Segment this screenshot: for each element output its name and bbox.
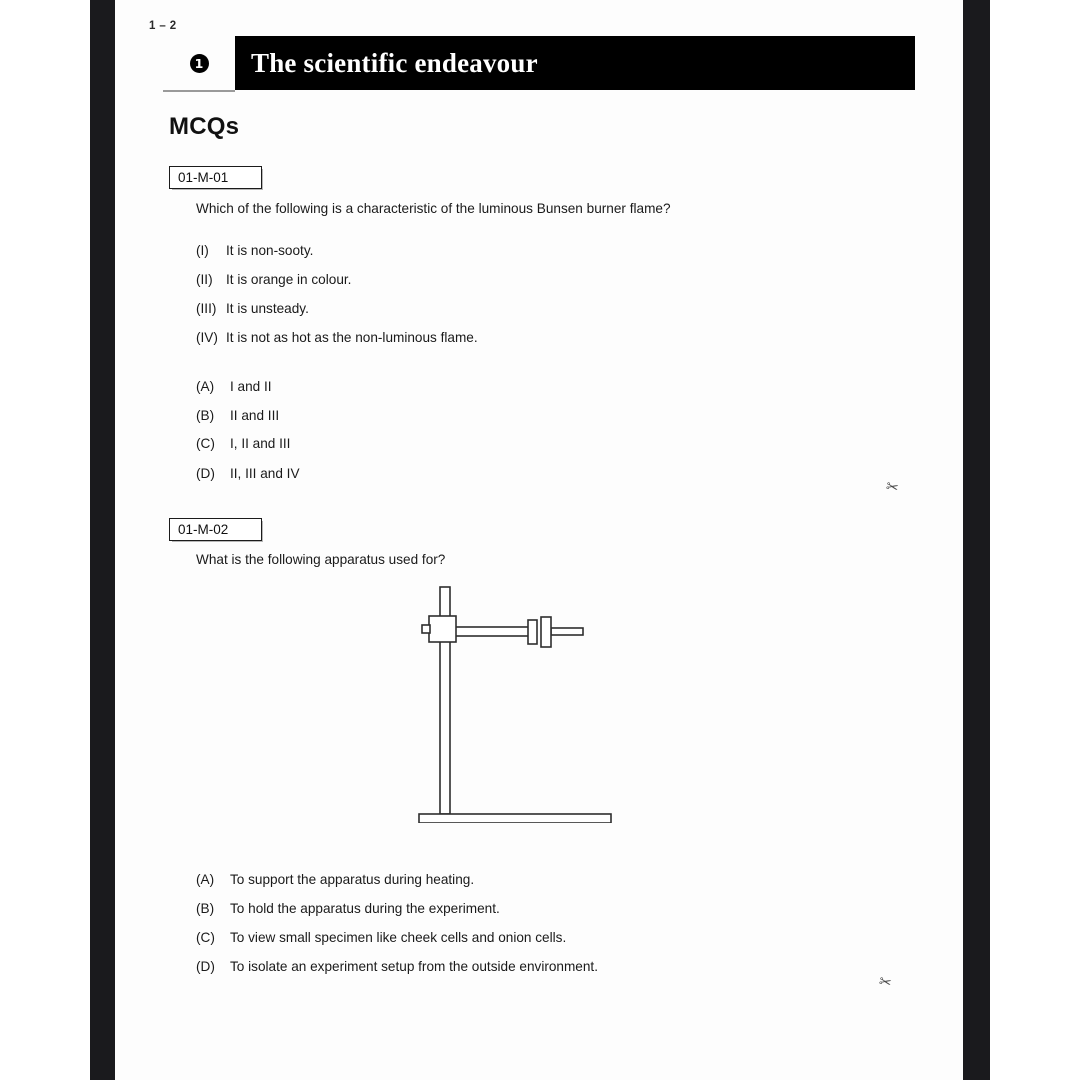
- scissors-icon: ✂: [877, 971, 894, 993]
- option-text: To view small specimen like cheek cells and onion cells.: [230, 930, 567, 945]
- answer-option[interactable]: [196, 408, 279, 423]
- statement-tag: (III): [196, 301, 217, 316]
- chapter-title-bar: [235, 36, 915, 90]
- option-tag: (C): [196, 930, 215, 945]
- option-text: I, II and III: [230, 436, 291, 451]
- page-right-margin-band: [963, 0, 990, 1080]
- option-text: To support the apparatus during heating.: [230, 872, 475, 887]
- option-tag: (B): [196, 408, 215, 423]
- chapter-underline-rule: [163, 90, 235, 92]
- retort-stand-diagram: [415, 583, 615, 823]
- answer-option[interactable]: [196, 436, 290, 451]
- answer-option[interactable]: [196, 959, 598, 974]
- chapter-title: The scientific endeavour: [251, 48, 538, 78]
- answer-option[interactable]: [196, 379, 272, 394]
- statement-text: It is non-sooty.: [226, 243, 314, 258]
- option-text: I and II: [230, 379, 272, 394]
- option-tag: (A): [196, 872, 215, 887]
- statement-item: [196, 330, 478, 345]
- statement-text: It is not as hot as the non-luminous flame.: [226, 330, 478, 345]
- option-tag: (A): [196, 379, 215, 394]
- option-text: II and III: [230, 408, 280, 423]
- running-header: 1 – 2: [149, 20, 177, 32]
- statement-tag: (I): [196, 243, 209, 258]
- question-id-box: 01-M-01: [169, 166, 262, 189]
- answer-option[interactable]: [196, 930, 566, 945]
- statement-tag: (IV): [196, 330, 218, 345]
- statement-text: It is unsteady.: [226, 301, 309, 316]
- option-tag: (D): [196, 959, 215, 974]
- answer-option[interactable]: [196, 872, 474, 887]
- statement-item: [196, 301, 309, 316]
- question-id-box: 01-M-02: [169, 518, 262, 541]
- option-text: To hold the apparatus during the experiment.: [230, 901, 500, 916]
- option-text: To isolate an experiment setup from the outside environment.: [230, 959, 598, 974]
- statement-tag: (II): [196, 272, 213, 287]
- question-stem: What is the following apparatus used for?: [196, 552, 446, 567]
- answer-option[interactable]: [196, 901, 500, 916]
- statement-text: It is orange in colour.: [226, 272, 352, 287]
- chapter-number-cell: [163, 36, 235, 90]
- apparatus-figure: [415, 583, 615, 828]
- statement-item: [196, 272, 351, 287]
- answer-option[interactable]: [196, 466, 300, 481]
- page-left-margin-band: [90, 0, 115, 1080]
- document-page: [115, 0, 963, 1080]
- option-tag: (C): [196, 436, 215, 451]
- chapter-number-badge: 1: [190, 54, 209, 73]
- option-tag: (B): [196, 901, 215, 916]
- statement-item: [196, 243, 313, 258]
- option-text: II, III and IV: [230, 466, 300, 481]
- question-stem: Which of the following is a characteristic of the luminous Bunsen burner flame?: [196, 201, 671, 216]
- section-title: MCQs: [169, 113, 240, 140]
- scissors-icon: ✂: [884, 476, 901, 498]
- option-tag: (D): [196, 466, 215, 481]
- chapter-header: [163, 36, 915, 90]
